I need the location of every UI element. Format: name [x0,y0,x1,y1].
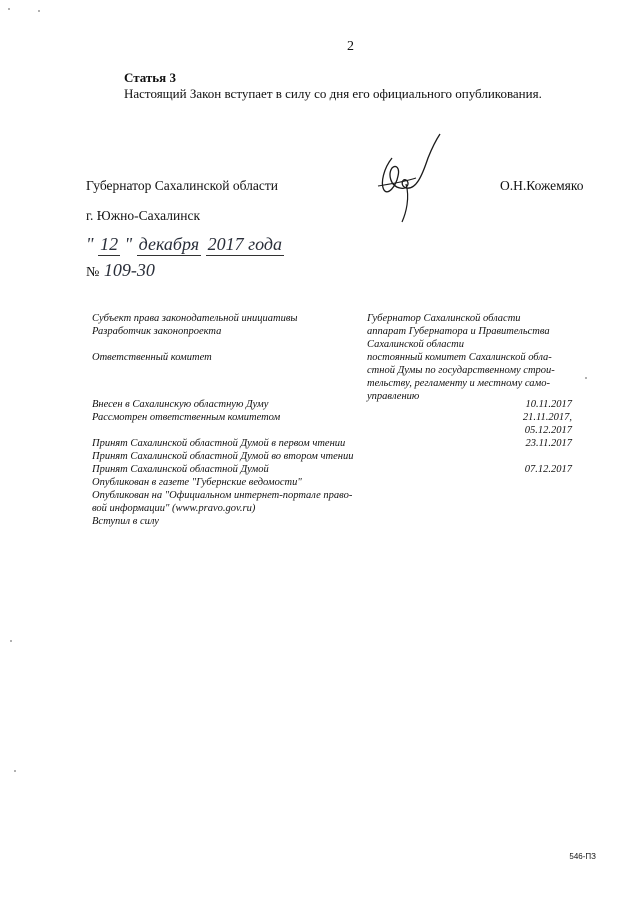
date-day: 12 [100,234,119,254]
reviewed-label: Рассмотрен ответственным комитетом [92,412,281,423]
committee-value-4: управлению [367,391,420,402]
committee-value-2: стной Думы по государственному строи- [367,365,555,376]
developer-label: Разработчик законопроекта [92,326,222,337]
published-portal-label-1: Опубликован на "Официальном интернет-портале право- [92,490,353,501]
committee-value-1: постоянный комитет Сахалинской обла- [367,352,552,363]
reviewed-date-1: 21.11.2017, [522,412,572,423]
article-title: Статья 3 [124,70,176,85]
number-value: 109-30 [103,260,155,280]
scan-speck [14,770,16,772]
first-reading-date: 23.11.2017 [525,438,572,449]
page-number: 2 [347,39,354,54]
date-year: 2017 года [207,234,282,254]
date-quote-open: " [86,234,94,254]
document-code: 546-ПЗ [569,852,596,861]
committee-label: Ответственный комитет [92,352,212,363]
first-reading-label: Принят Сахалинской областной Думой в первом чтении [92,438,346,449]
developer-value-2: Сахалинской области [367,339,465,350]
developer-value-1: аппарат Губернатора и Правительства [367,326,550,337]
in-force-label: Вступил в силу [92,516,159,527]
city: г. Южно-Сахалинск [86,208,201,223]
scan-speck [38,10,40,12]
signer-title: Губернатор Сахалинской области [86,178,278,193]
scan-speck [8,8,10,10]
signer-name: О.Н.Кожемяко [500,178,584,193]
law-number [86,260,155,281]
submitted-label: Внесен в Сахалинскую областную Думу [92,399,269,410]
number-prefix: № [86,265,100,280]
subject-value: Губернатор Сахалинской области [367,313,521,324]
date-month: декабря [138,234,200,254]
subject-label: Субъект права законодательной инициативы [92,313,298,324]
article-text: Настоящий Закон вступает в силу со дня его официального опубликования. [124,86,542,101]
second-reading-label: Принят Сахалинской областной Думой во втором чтении [92,451,354,462]
scan-speck [10,640,12,642]
reviewed-date-2: 05.12.2017 [524,425,572,436]
adopted-label: Принят Сахалинской областной Думой [92,464,269,475]
committee-value-3: тельству, регламенту и местному само- [367,378,551,389]
published-portal-label-2: вой информации" (www.pravo.gov.ru) [92,503,256,514]
date-quote-close: " [124,234,133,254]
scan-speck [585,377,587,379]
published-newspaper-label: Опубликован в газете "Губернские ведомости" [92,477,302,488]
handwritten-signature [370,128,450,228]
submitted-date: 10.11.2017 [525,399,572,410]
adopted-date: 07.12.2017 [524,464,572,475]
handwritten-date [86,234,284,256]
